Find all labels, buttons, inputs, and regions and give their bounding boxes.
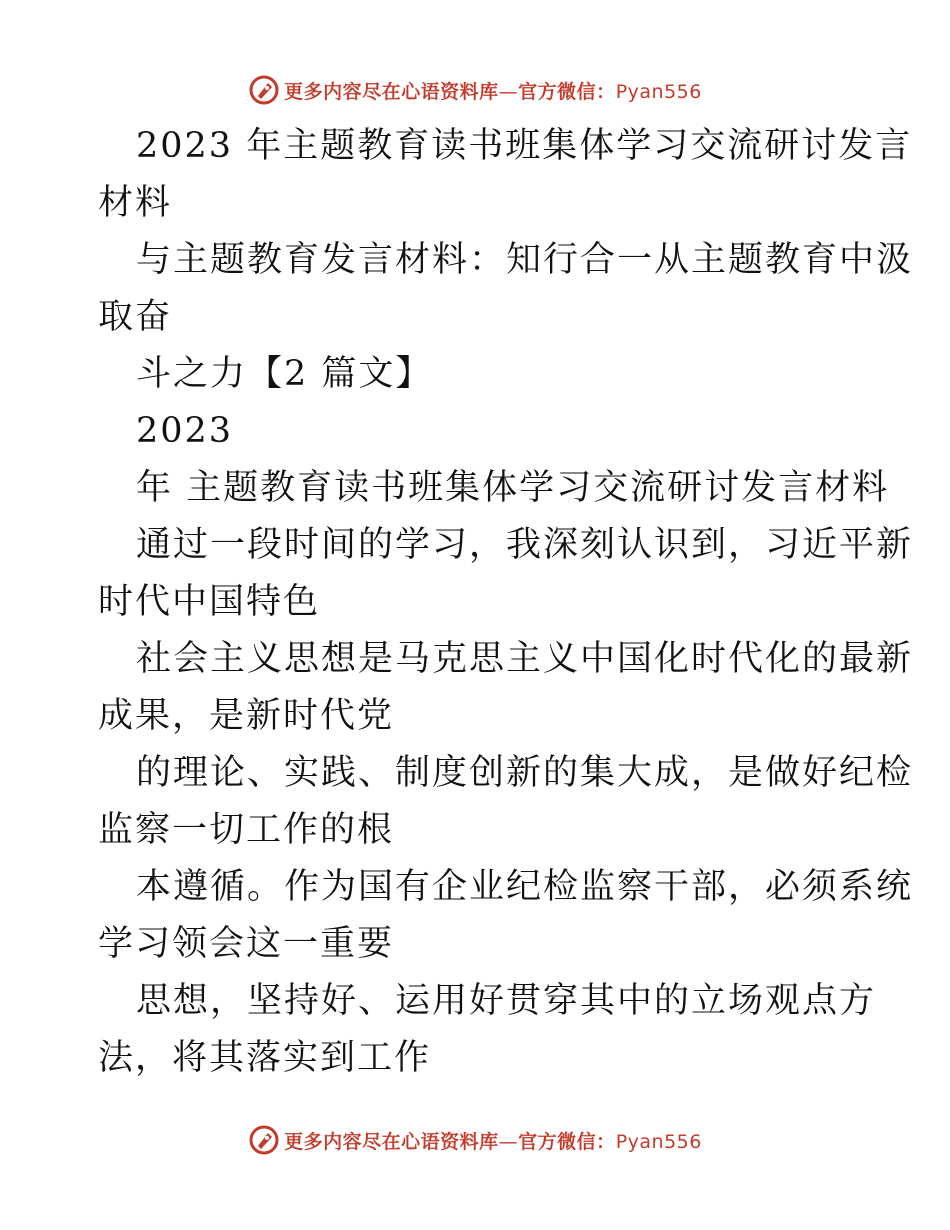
pen-nib-logo-icon xyxy=(248,1124,280,1156)
banner-brand: 更多内容尽在心语资料库 xyxy=(284,1130,499,1153)
paragraph-line: 思想，坚持好、运用好贯穿其中的立场观点方 xyxy=(136,981,877,1021)
section-year: 2023 xyxy=(136,411,234,451)
banner-separator: — xyxy=(498,80,519,103)
paragraph-line: 的理论、实践、制度创新的集大成，是做好纪检 xyxy=(136,753,914,793)
paragraph-line: 法，将其落实到工作 xyxy=(98,1038,432,1078)
section-title: 年 主题教育读书班集体学习交流研讨发言材料 xyxy=(136,468,890,508)
paragraph-line: 社会主义思想是马克思主义中国化时代化的最新 xyxy=(136,639,914,679)
title-line-2: 材料 xyxy=(98,183,173,223)
banner-official: 官方微信： xyxy=(518,1130,616,1153)
banner-text xyxy=(284,1127,702,1154)
footer-banner xyxy=(0,1120,950,1160)
subtitle-line-3: 斗之力【2 篇文】 xyxy=(136,354,433,394)
banner-wechat-id: Pyan556 xyxy=(615,1130,702,1153)
subtitle-line-2: 取奋 xyxy=(98,297,173,337)
banner-brand: 更多内容尽在心语资料库 xyxy=(284,80,499,103)
paragraph-line: 通过一段时间的学习，我深刻认识到，习近平新 xyxy=(136,525,914,565)
title-line-1: 2023 年主题教育读书班集体学习交流研讨发言 xyxy=(136,126,913,166)
paragraph-line: 监察一切工作的根 xyxy=(98,810,395,850)
banner-separator: — xyxy=(498,1130,519,1153)
banner-official: 官方微信： xyxy=(518,80,616,103)
document-body xyxy=(98,118,914,1087)
banner-wechat-id: Pyan556 xyxy=(615,80,702,103)
paragraph-line: 本遵循。作为国有企业纪检监察干部，必须系统 xyxy=(136,867,914,907)
banner-text xyxy=(284,77,702,104)
paragraph-line: 学习领会这一重要 xyxy=(98,924,395,964)
pen-nib-logo-icon xyxy=(248,74,280,106)
paragraph-line: 时代中国特色 xyxy=(98,582,321,622)
paragraph-line: 成果，是新时代党 xyxy=(98,696,395,736)
header-banner xyxy=(0,70,950,110)
subtitle-line-1: 与主题教育发言材料：知行合一从主题教育中汲 xyxy=(136,240,914,280)
